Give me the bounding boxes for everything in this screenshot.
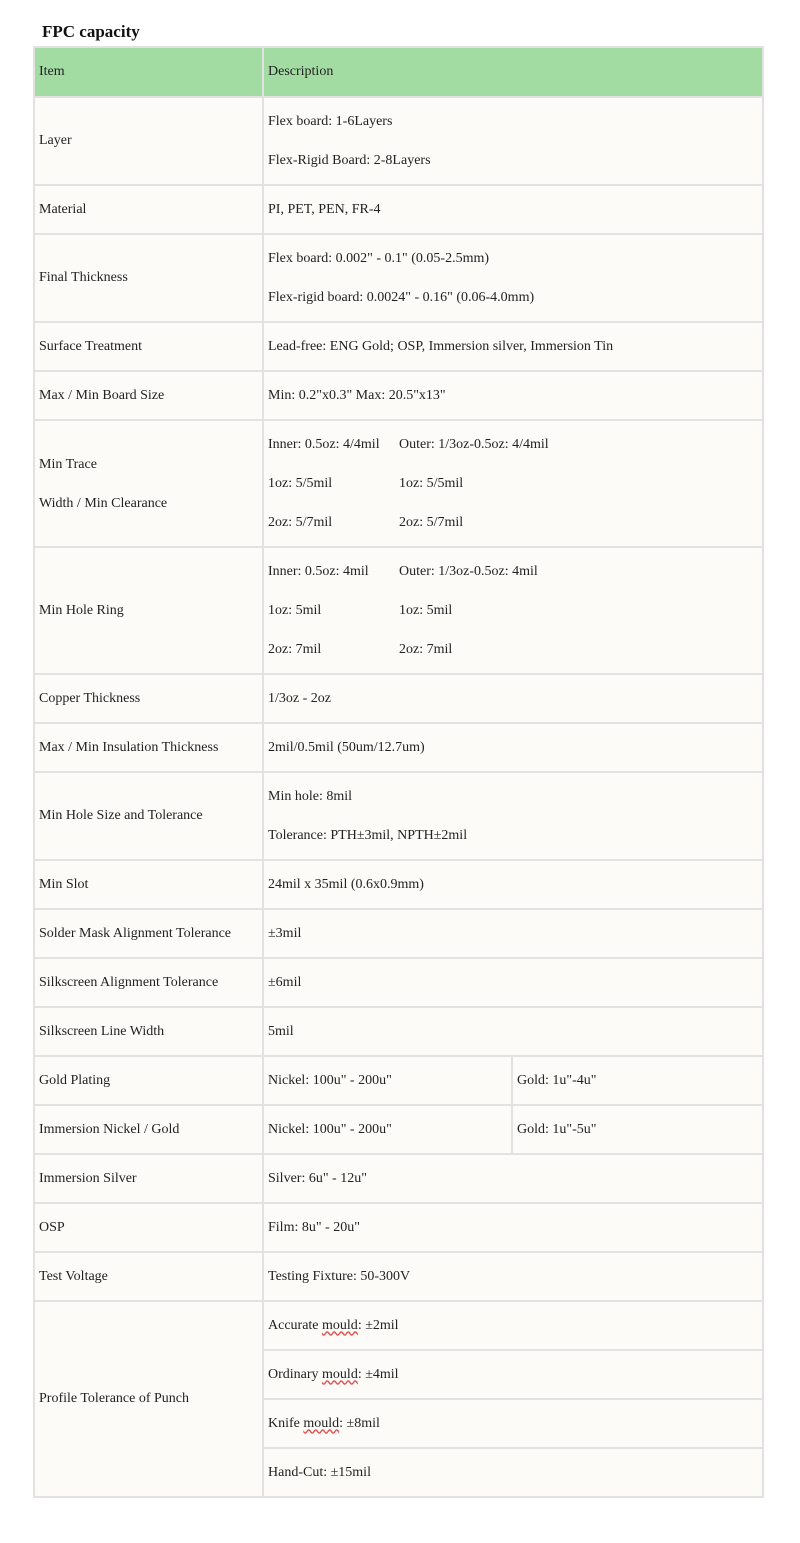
description-cell: Hand-Cut: ±15mil	[263, 1448, 763, 1497]
item-cell: Layer	[34, 97, 263, 185]
description-line: Flex board: 0.002" - 0.1" (0.05-2.5mm)	[268, 251, 490, 266]
description-cell	[263, 234, 763, 322]
description-line	[268, 503, 762, 542]
entry-suffix: : ±4mil	[357, 1366, 399, 1382]
inner-spec: 1oz: 5mil	[268, 603, 322, 618]
table-row	[34, 97, 763, 185]
inner-spec: Inner: 0.5oz: 4mil	[268, 564, 369, 579]
table-row	[34, 322, 763, 371]
description-cell: Min: 0.2"x0.3" Max: 20.5"x13"	[263, 371, 763, 420]
inner-spec: 2oz: 7mil	[268, 642, 322, 657]
description-cell	[263, 420, 763, 547]
description-cell: 2mil/0.5mil (50um/12.7um)	[263, 723, 763, 772]
item-cell: Gold Plating	[34, 1056, 263, 1105]
outer-spec: 2oz: 5/7mil	[399, 515, 464, 530]
item-cell: Profile Tolerance of Punch	[34, 1301, 263, 1497]
description-cell: ±3mil	[263, 909, 763, 958]
item-cell: Min Hole Size and Tolerance	[34, 772, 263, 860]
spellcheck-word: mould	[322, 1366, 358, 1382]
table-row	[34, 1203, 763, 1252]
header-item: Item	[34, 47, 263, 97]
inner-spec: 1oz: 5/5mil	[268, 476, 333, 491]
table-row	[34, 958, 763, 1007]
description-line	[268, 552, 762, 591]
entry-suffix: : ±2mil	[357, 1317, 399, 1333]
table-row	[34, 234, 763, 322]
nickel-cell: Nickel: 100u" - 200u"	[263, 1056, 512, 1105]
item-cell: Max / Min Insulation Thickness	[34, 723, 263, 772]
item-line: Min Trace	[39, 456, 97, 472]
item-cell: Immersion Nickel / Gold	[34, 1105, 263, 1154]
entry-prefix: Knife	[268, 1415, 304, 1431]
gold-cell: Gold: 1u"-4u"	[512, 1056, 763, 1105]
nickel-cell: Nickel: 100u" - 200u"	[263, 1105, 512, 1154]
description-cell	[263, 1350, 763, 1399]
item-cell: Silkscreen Line Width	[34, 1007, 263, 1056]
description-cell	[263, 772, 763, 860]
description-cell: Film: 8u" - 20u"	[263, 1203, 763, 1252]
header-description: Description	[263, 47, 763, 97]
item-cell: Copper Thickness	[34, 674, 263, 723]
description-line	[268, 591, 762, 630]
outer-spec: 2oz: 7mil	[399, 642, 453, 657]
description-cell: 5mil	[263, 1007, 763, 1056]
description-cell: 24mil x 35mil (0.6x0.9mm)	[263, 860, 763, 909]
table-row	[34, 1105, 763, 1154]
fpc-capacity-table	[33, 46, 764, 1498]
item-cell: Solder Mask Alignment Tolerance	[34, 909, 263, 958]
item-cell: Silkscreen Alignment Tolerance	[34, 958, 263, 1007]
outer-spec: 1oz: 5mil	[399, 603, 453, 618]
table-row	[34, 1252, 763, 1301]
table-row	[34, 674, 763, 723]
description-line	[268, 464, 762, 503]
item-cell: Material	[34, 185, 263, 234]
description-cell: 1/3oz - 2oz	[263, 674, 763, 723]
page-title: FPC capacity	[42, 22, 140, 41]
item-cell	[34, 420, 263, 547]
outer-spec: Outer: 1/3oz-0.5oz: 4/4mil	[399, 437, 549, 452]
table-row	[34, 772, 763, 860]
table-row	[34, 371, 763, 420]
spellcheck-word: mould	[303, 1415, 340, 1431]
table-row	[34, 860, 763, 909]
description-line: Flex-Rigid Board: 2-8Layers	[268, 153, 431, 168]
description-line: Flex-rigid board: 0.0024" - 0.16" (0.06-4.0mm)	[268, 290, 535, 305]
table-row	[34, 1007, 763, 1056]
item-cell: Min Hole Ring	[34, 547, 263, 674]
gold-cell: Gold: 1u"-5u"	[512, 1105, 763, 1154]
description-cell	[263, 1399, 763, 1448]
item-cell: Final Thickness	[34, 234, 263, 322]
table-row	[34, 547, 763, 674]
table-row	[34, 723, 763, 772]
inner-spec: Inner: 0.5oz: 4/4mil	[268, 437, 380, 452]
inner-spec: 2oz: 5/7mil	[268, 515, 333, 530]
outer-spec: 1oz: 5/5mil	[399, 476, 464, 491]
outer-spec: Outer: 1/3oz-0.5oz: 4mil	[399, 564, 538, 579]
item-cell: Immersion Silver	[34, 1154, 263, 1203]
table-row	[34, 909, 763, 958]
description-line: Tolerance: PTH±3mil, NPTH±2mil	[268, 828, 468, 843]
description-cell: Testing Fixture: 50-300V	[263, 1252, 763, 1301]
description-cell: Lead-free: ENG Gold; OSP, Immersion silver, Immersion Tin	[263, 322, 763, 371]
item-cell: Test Voltage	[34, 1252, 263, 1301]
entry-suffix: : ±8mil	[339, 1415, 380, 1431]
description-cell: ±6mil	[263, 958, 763, 1007]
entry-prefix: Accurate	[268, 1317, 323, 1333]
item-cell: Max / Min Board Size	[34, 371, 263, 420]
spellcheck-word: mould	[322, 1317, 358, 1333]
description-cell: Silver: 6u" - 12u"	[263, 1154, 763, 1203]
table-row	[34, 1154, 763, 1203]
table-header-row	[34, 47, 763, 97]
description-line	[268, 630, 762, 669]
item-cell: Surface Treatment	[34, 322, 263, 371]
table-row	[34, 1301, 763, 1350]
table-row	[34, 1056, 763, 1105]
table-row	[34, 420, 763, 547]
description-line: Min hole: 8mil	[268, 789, 352, 804]
item-cell: OSP	[34, 1203, 263, 1252]
item-line: Width / Min Clearance	[39, 495, 168, 511]
description-line	[268, 425, 762, 464]
description-cell	[263, 97, 763, 185]
item-cell: Min Slot	[34, 860, 263, 909]
table-row	[34, 185, 763, 234]
description-line: Flex board: 1-6Layers	[268, 114, 393, 129]
description-cell	[263, 547, 763, 674]
description-cell: PI, PET, PEN, FR-4	[263, 185, 763, 234]
entry-prefix: Ordinary	[268, 1366, 323, 1382]
description-cell	[263, 1301, 763, 1350]
